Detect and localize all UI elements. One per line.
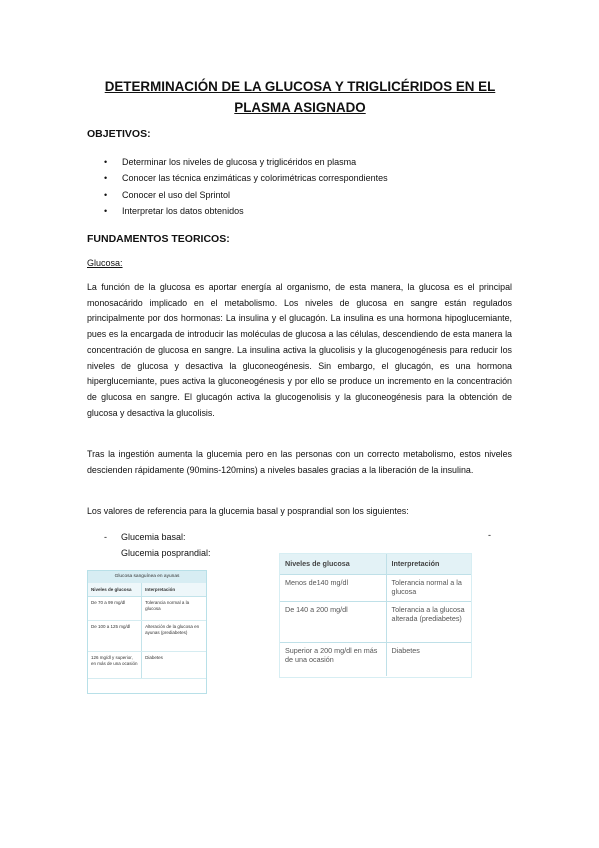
dash-marker: -: [104, 532, 107, 542]
glucosa-subheading: Glucosa:: [87, 258, 123, 268]
table-header: Interpretación: [142, 583, 206, 597]
glucemia-list: [104, 530, 211, 561]
table-row: [88, 621, 206, 652]
table-cell: Tolerancia a la glucosa alterada (prediabetes): [386, 601, 471, 642]
table-row: [280, 642, 471, 676]
document-title: DETERMINACIÓN DE LA GLUCOSA Y TRIGLICÉRIDOS EN EL PLASMA ASIGNADO: [104, 79, 496, 115]
list-item: Glucemia posprandial:: [121, 547, 211, 558]
table-cell: Menos de140 mg/dl: [280, 574, 386, 601]
paragraph-glucemia-ingestion: Tras la ingestión aumenta la glucemia pero en las personas con un correcto metabolismo, estos niveles descienden rápidamente (90mins-120mins) a niveles basales gracias a la liberación de la insulina.: [87, 449, 512, 475]
table-row: [88, 597, 206, 621]
list-item: • Determinar los niveles de glucosa y triglicéridos en plasma: [104, 154, 388, 170]
bullet-icon: •: [104, 173, 108, 184]
table-cell: Alteración de la glucosa en ayunas (prediabetes): [142, 621, 206, 652]
list-item: - Glucemia basal:: [104, 530, 211, 546]
table-cell: Tolerancia normal a la glucosa: [142, 597, 206, 621]
table-row: [280, 574, 471, 601]
fundamentos-heading: FUNDAMENTOS TEORICOS:: [87, 233, 230, 245]
table-header: Interpretación: [386, 554, 471, 574]
table-cell: Superior a 200 mg/dl en más de una ocasión: [280, 642, 386, 676]
table-header: Niveles de glucosa: [280, 554, 386, 574]
table-cell: De 140 a 200 mg/dl: [280, 601, 386, 642]
table-cell: De 70 a 99 mg/dl: [88, 597, 142, 621]
table-row: [88, 652, 206, 679]
table-cell: Diabetes: [142, 652, 206, 679]
list-item: • Interpretar los datos obtenidos: [104, 203, 388, 219]
table-cell: De 100 a 125 mg/dl: [88, 621, 142, 652]
table-cell: 126 mg/dl y superior, en más de una ocasión: [88, 652, 142, 679]
objetivos-list: [104, 154, 388, 219]
bullet-icon: •: [104, 189, 108, 200]
table-caption: Glucosa sanguínea en ayunas: [88, 571, 206, 583]
table-glucemia-posprandial: [279, 553, 472, 678]
paragraph-reference-values: Los valores de referencia para la glucemia basal y posprandial son los siguientes:: [87, 506, 409, 516]
list-item: • Conocer las técnica enzimáticas y colorimétricas correspondientes: [104, 170, 388, 186]
list-item: • Conocer el uso del Sprintol: [104, 187, 388, 203]
bullet-icon: •: [104, 205, 108, 216]
table-row: [280, 601, 471, 642]
table-header: Niveles de glucosa: [88, 583, 142, 597]
trailing-dash: -: [488, 530, 491, 540]
table-cell: Tolerancia normal a la glucosa: [386, 574, 471, 601]
objetivos-heading: OBJETIVOS:: [87, 128, 151, 140]
table-glucemia-basal: [87, 570, 207, 694]
bullet-icon: •: [104, 157, 108, 167]
table-cell: Diabetes: [386, 642, 471, 676]
paragraph-glucosa-function: La función de la glucosa es aportar energía al organismo, de esta manera, la glucosa es el principal monosacárido implicado en el metabolismo. Los niveles de glucosa en sangre están regulados principalmente por dos hormonas: La insulina y el glucagón. La insulina es una hormona hipoglucemiante, pues es la encargada de introducir las moléculas de glucosa a las células, descendiendo de esta manera la concentración de glucosa en sangre. La insulina activa la glucolisis y la glucogenogénesis para reducir los niveles de glucosa y desactiva la gluconeogénesis. Sin embargo, el glucagón, es una hormona hiperglucemiante, pues activa la gluconeogénesis y por ello se produce un incremento en la concentración de glucosa en sangre. El glucagón activa la glucogenolisis y la gluconeogénesis para la obtención de glucosa y desactiva la glucolisis.: [87, 282, 512, 418]
